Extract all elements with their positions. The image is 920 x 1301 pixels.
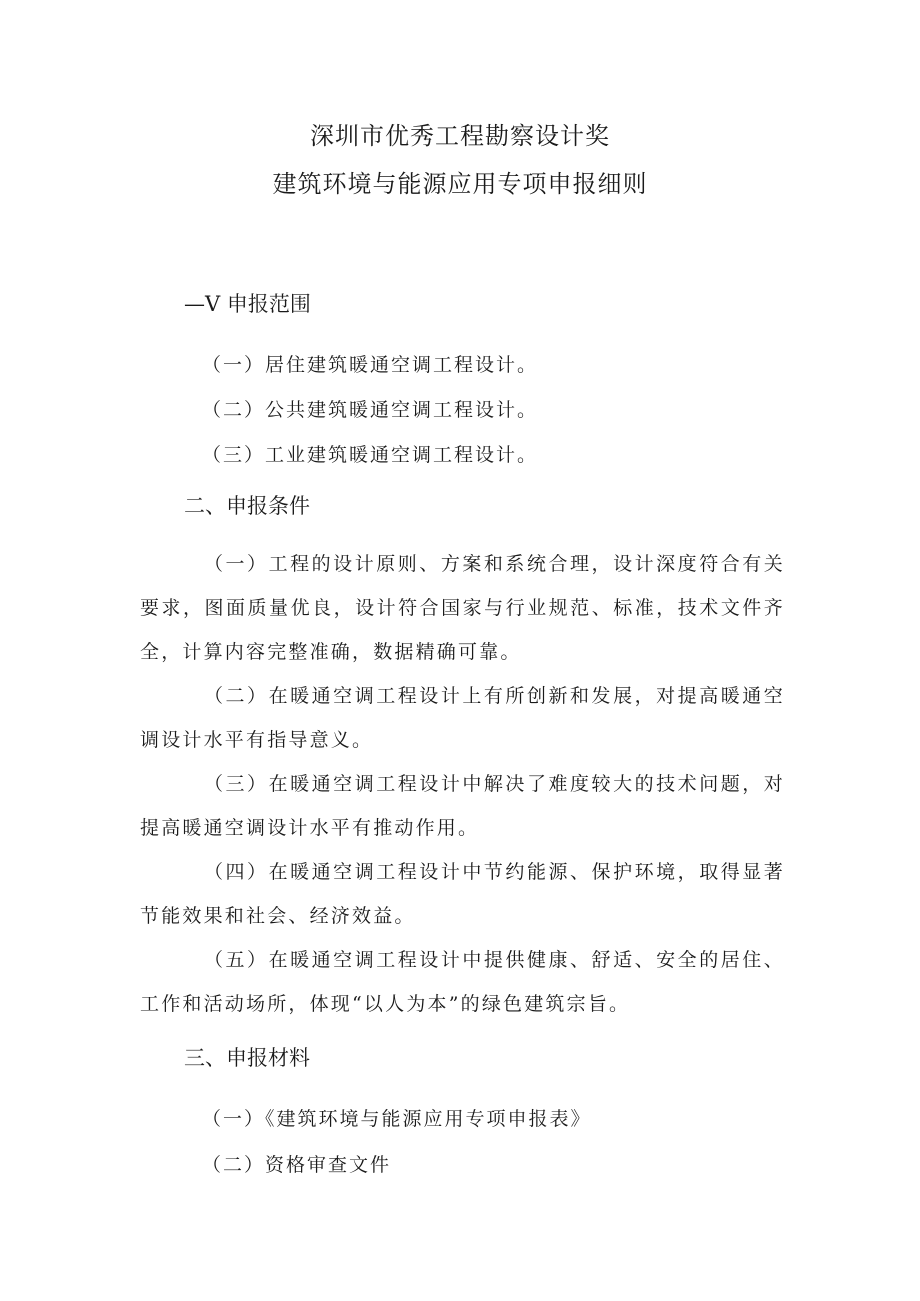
section-heading-scope: —V 申报范围 [184,292,311,316]
scope-item-2: （二）公共建筑暖通空调工程设计。 [202,399,539,421]
section-heading-materials: 三、申报材料 [184,1046,310,1070]
condition-paragraph-5: （五）在暖通空调工程设计中提供健康、舒适、安全的居住、工作和活动场所，体现“以人为本”的绿色建筑宗旨。 [140,949,785,1015]
scope-item-3: （三）工业建筑暖通空调工程设计。 [202,444,539,466]
document-title-line-2: 建筑环境与能源应用专项申报细则 [272,170,648,198]
condition-paragraph-4: （四）在暖通空调工程设计中节约能源、保护环境，取得显著节能效果和社会、经济效益。 [140,861,785,927]
scope-item-1: （一）居住建筑暖通空调工程设计。 [202,354,539,376]
section-heading-conditions: 二、申报条件 [184,494,310,518]
condition-paragraph-3: （三）在暖通空调工程设计中解决了难度较大的技术问题，对提高暖通空调设计水平有推动作用。 [140,773,785,839]
materials-item-1: （一）《建筑环境与能源应用专项申报表》 [202,1108,592,1130]
materials-item-2: （二）资格审查文件 [202,1154,392,1176]
document-title-line-1: 深圳市优秀工程勘察设计奖 [310,122,610,150]
condition-paragraph-1: （一）工程的设计原则、方案和系统合理，设计深度符合有关要求，图面质量优良，设计符合国家与行业规范、标准，技术文件齐全，计算内容完整准确，数据精确可靠。 [140,553,785,663]
condition-paragraph-2: （二）在暖通空调工程设计上有所创新和发展，对提高暖通空调设计水平有指导意义。 [140,685,785,751]
